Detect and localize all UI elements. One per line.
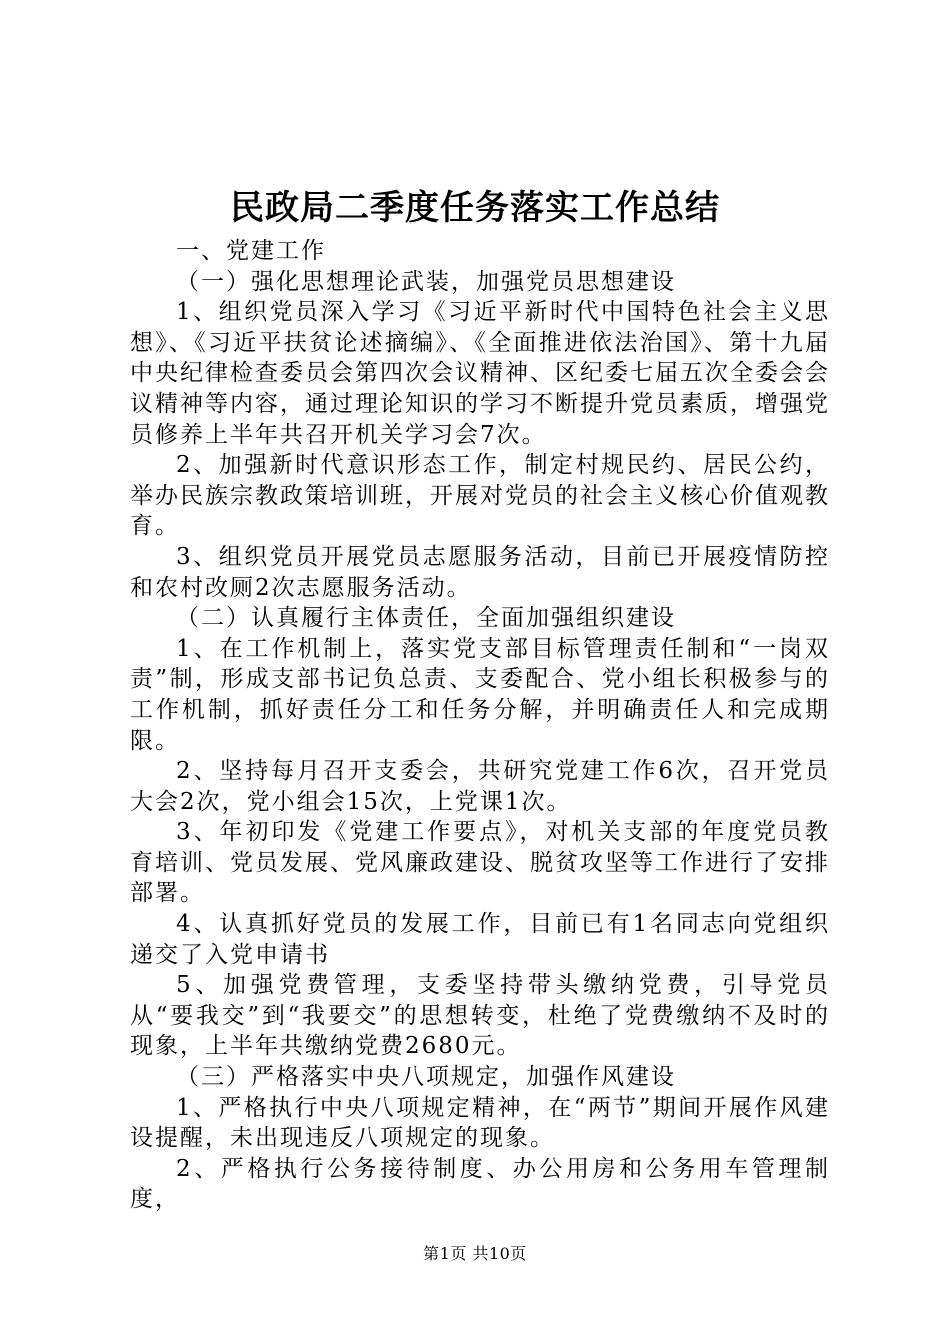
document-title: 民政局二季度任务落实工作总结 — [230, 188, 720, 228]
paragraph: 3、年初印发《党建工作要点》，对机关支部的年度党员教育培训、党员发展、党风廉政建设、脱贫攻坚等工作进行了安排部署。 — [130, 819, 830, 907]
paragraph: 1、组织党员深入学习《习近平新时代中国特色社会主义思想》、《习近平扶贫论述摘编》、《全面推进依法治国》、第十九届中央纪律检查委员会第四次会议精神、区纪委七届五次全委会会议精神等内容，通过理论知识的学习不断提升党员素质，增强党员修养上半年共召开机关学习会7次。 — [130, 299, 830, 448]
paragraph: 5、加强党费管理，支委坚持带头缴纳党费，引导党员从“要我交”到“我要交”的思想转变，杜绝了党费缴纳不及时的现象，上半年共缴纳党费2680元。 — [130, 972, 830, 1060]
page-number-footer: 第1页 共10页 — [423, 1244, 527, 1263]
subsection-heading: （一）强化思想理论武装，加强党员思想建设 — [176, 268, 676, 295]
paragraph: 3、组织党员开展党员志愿服务活动，目前已开展疫情防控和农村改厕2次志愿服务活动。 — [130, 543, 830, 601]
paragraph: 1、在工作机制上，落实党支部目标管理责任制和“一岗双责”制，形成支部书记负总责、支委配合、党小组长积极参与的工作机制，抓好责任分工和任务分解，并明确责任人和完成期限。 — [130, 635, 830, 754]
paragraph: 2、加强新时代意识形态工作，制定村规民约、居民公约，举办民族宗教政策培训班，开展对党员的社会主义核心价值观教育。 — [130, 452, 830, 540]
document-body — [130, 236, 830, 1215]
section-heading: 一、党建工作 — [176, 238, 326, 264]
paragraph: 1、严格执行中央八项规定精神，在“两节”期间开展作风建设提醒，未出现违反八项规定的现象。 — [130, 1094, 830, 1152]
subsection-heading: （三）严格落实中央八项规定，加强作风建设 — [176, 1064, 676, 1091]
paragraph: 4、认真抓好党员的发展工作，目前已有1名同志向党组织递交了入党申请书 — [130, 911, 830, 968]
subsection-heading: （二）认真履行主体责任，全面加强组织建设 — [176, 605, 676, 632]
paragraph: 2、坚持每月召开支委会，共研究党建工作6次，召开党员大会2次，党小组会15次，上党课1次。 — [130, 758, 830, 815]
paragraph: 2、严格执行公务接待制度、办公用房和公务用车管理制度， — [130, 1155, 830, 1213]
